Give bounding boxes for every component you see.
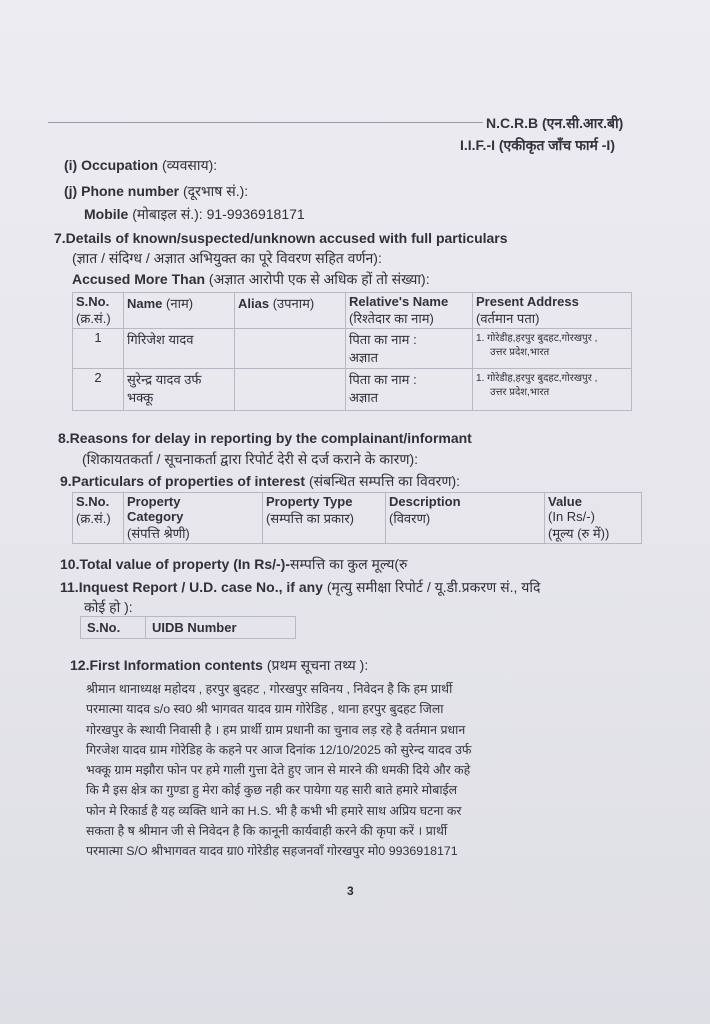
- section7-title: 7.Details of known/suspected/unknown accused with full particulars: [54, 230, 508, 246]
- fir-line: गोरखपुर के स्थायी निवासी है । हम प्रार्थी ग्राम प्रधानी का चुनाव लड़ रहे है वर्तमान प्रधान: [86, 722, 466, 737]
- fir-line: भक्कू ग्राम मझौरा फोन पर हमे गाली गुत्ता देते हुए जान से मारने की धमकी दिये और कहे: [86, 763, 471, 778]
- fir-line: सकता है ष श्रीमान जी से निवेदन है कि कानूनी कार्यवाही करने की कृपा करें । प्रार्थी: [86, 824, 448, 839]
- col-address: Present Address (वर्तमान पता): [473, 293, 632, 329]
- section11-hindi: (मृत्यु समीक्षा रिपोर्ट / यू.डी.प्रकरण सं., यदि: [326, 579, 541, 595]
- inquest-table-header: [81, 617, 296, 639]
- phone-label: (j) Phone number: [64, 183, 180, 199]
- prop-col-sno: S.No. (क्र.सं.): [73, 493, 124, 544]
- row1-relative: पिता का नाम : अज्ञात: [346, 329, 473, 369]
- col-sno: S.No. (क्र.सं.): [73, 293, 124, 329]
- row1-address: 1. गोरेडीह,हरपुर बुदहट,गोरखपुर , उत्तर प्रदेश,भारत: [473, 329, 632, 369]
- fir-contents: [86, 679, 591, 862]
- fir-line: परमात्मा यादव s/o स्व0 श्री भागवत यादव ग्राम गोरेडिह , थाना हरपुर बुदहट जिला: [86, 702, 444, 717]
- row2-relative: पिता का नाम : अज्ञात: [346, 369, 473, 411]
- occupation-line: [64, 156, 217, 175]
- section8-subtitle: (शिकायतकर्ता / सूचनाकर्ता द्वारा रिपोर्ट देरी से दर्ज कराने के कारण):: [82, 451, 419, 467]
- row2-address: 1. गोरेडीह,हरपुर बुदहट,गोरखपुर , उत्तर प्रदेश,भारत: [473, 369, 632, 411]
- section10-title: 10.Total value of property (In Rs/-)-: [60, 556, 290, 572]
- mobile-label: Mobile: [84, 206, 129, 222]
- inquest-col-uidb: UIDB Number: [146, 617, 296, 639]
- fir-line: गिरजेश यादव ग्राम गोरेडिह के कहने पर आज दिनांक 12/10/2025 को सुरेन्द यादव उर्फ: [86, 742, 472, 757]
- section9-hindi: (संबन्धित सम्पत्ति का विवरण):: [308, 473, 461, 489]
- header-rule: [48, 122, 483, 123]
- accused-more-hindi: (अज्ञात आरोपी एक से अधिक हों तो संख्या):: [208, 271, 430, 287]
- col-name: Name (नाम): [124, 293, 235, 329]
- table-row: [73, 369, 632, 411]
- col-alias: Alias (उपनाम): [235, 293, 346, 329]
- section11-title: 11.Inquest Report / U.D. case No., if any: [60, 579, 323, 595]
- fir-line: परमात्मा S/O श्रीभागवत यादव ग्रा0 गोरेडीह सहजनवाँ गोरखपुर मो0 9936918171: [86, 844, 458, 859]
- row1-alias: [235, 329, 346, 369]
- prop-col-description: Description (विवरण): [386, 493, 545, 544]
- inquest-col-sno: S.No.: [81, 617, 146, 639]
- section11-line: [60, 578, 540, 597]
- section11-hindi2: कोई हो ):: [84, 599, 133, 615]
- section9-title-line: [60, 472, 460, 491]
- fir-line: फोन मे रिकार्ड है यह व्यक्ति थाने का H.S. भी है कभी भी हमारे साथ अप्रिय घटना कर: [86, 803, 462, 818]
- row2-sno: 2: [73, 369, 124, 411]
- fir-line: श्रीमान थानाध्यक्ष महोदय , हरपुर बुदहट , गोरखपुर सविनय , निवेदन है कि हम प्रार्थी: [86, 682, 453, 696]
- accused-table-header: [73, 293, 632, 329]
- phone-hindi: (दूरभाष सं.):: [183, 183, 249, 199]
- property-table: [72, 492, 642, 544]
- mobile-hindi: (मोबाइल सं.):: [132, 206, 203, 222]
- section7-subtitle: (ज्ञात / संदिग्ध / अज्ञात अभियुक्त का पूरे विवरण सहित वर्णन):: [72, 250, 382, 266]
- section12-title-line: [70, 656, 368, 675]
- mobile-value: 91-9936918171: [206, 206, 305, 222]
- accused-more-than-line: [72, 270, 430, 289]
- prop-col-value: Value (In Rs/-) (मूल्य (रु में)): [545, 493, 642, 544]
- inquest-table: [80, 616, 296, 639]
- occupation-hindi: (व्यवसाय):: [162, 157, 218, 173]
- row2-alias: [235, 369, 346, 411]
- section10-line: [60, 555, 407, 574]
- row1-sno: 1: [73, 329, 124, 369]
- iif-header: I.I.F.-I (एकीकृत जाँच फार्म -I): [460, 137, 615, 153]
- section12-hindi: (प्रथम सूचना तथ्य ):: [266, 657, 369, 673]
- mobile-line: [84, 205, 305, 224]
- table-row: [73, 329, 632, 369]
- accused-more-label: Accused More Than: [72, 271, 206, 287]
- property-table-header: [73, 493, 642, 544]
- section10-hindi: सम्पत्ति का कुल मूल्य(रु: [290, 556, 408, 572]
- prop-col-category: Property Category (संपत्ति श्रेणी): [124, 493, 263, 544]
- fir-line: कि मै इस क्षेत्र का गुण्डा हु मेरा कोई कुछ नही कर पायेगा यह सारी बाते हमारे मोबाईल: [86, 783, 458, 798]
- section8-title: 8.Reasons for delay in reporting by the complainant/informant: [58, 430, 472, 446]
- page-number: 3: [347, 884, 354, 898]
- row1-name: गिरिजेश यादव: [124, 329, 235, 369]
- section12-title: 12.First Information contents: [70, 657, 263, 673]
- col-relative: Relative's Name (रिश्तेदार का नाम): [346, 293, 473, 329]
- accused-table: [72, 292, 632, 411]
- phone-line: [64, 182, 248, 201]
- prop-col-type: Property Type (सम्पत्ति का प्रकार): [263, 493, 386, 544]
- ncrb-header: N.C.R.B (एन.सी.आर.बी): [486, 115, 624, 131]
- section9-title: 9.Particulars of properties of interest: [60, 473, 306, 489]
- occupation-label: (i) Occupation: [64, 157, 159, 173]
- row2-name: सुरेन्द्र यादव उर्फ भक्कू: [124, 369, 235, 411]
